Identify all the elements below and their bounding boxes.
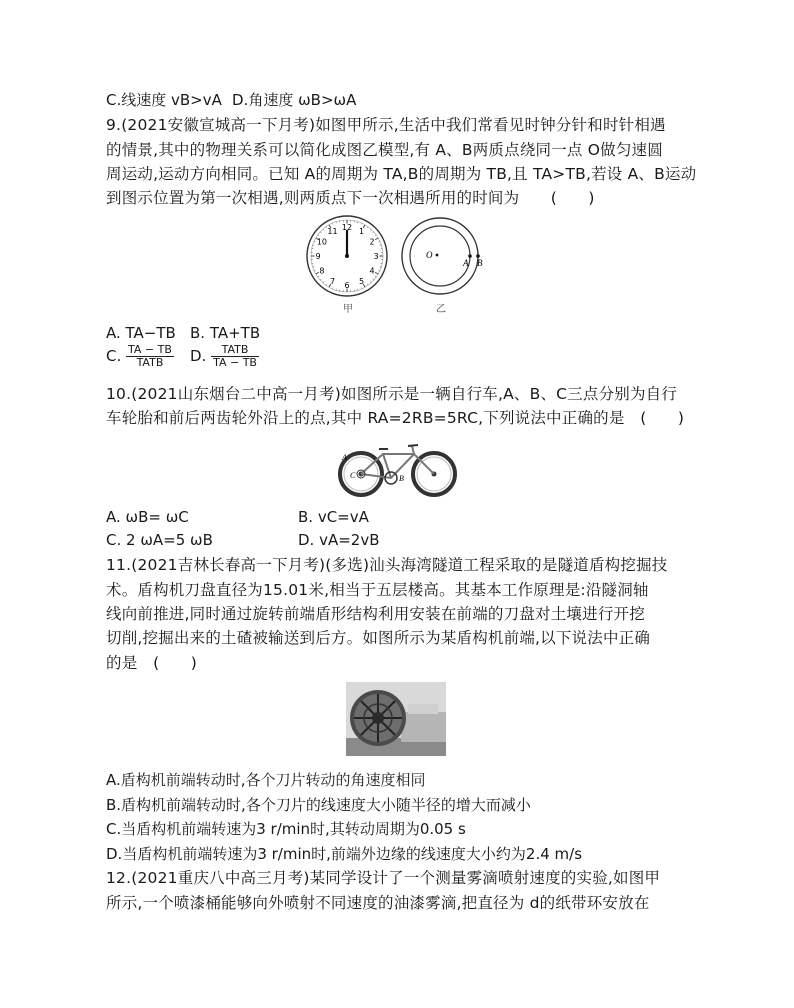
clock-tick xyxy=(318,276,319,277)
label-C: C xyxy=(350,471,356,480)
orbit-diagram xyxy=(402,218,483,294)
q9-line-3: 周运动,运动方向相同。已知 A的周期为 TA,B的周期为 TB,且 TA>TB,若设 A、B运动 xyxy=(106,165,697,183)
q12-line-2: 所示,一个喷漆桶能够向外喷射不同速度的油漆雾滴,把直径为 d的纸带环安放在 xyxy=(106,894,650,912)
clock-tick xyxy=(314,270,315,271)
clock-tick xyxy=(332,223,333,224)
clock-number: 1 xyxy=(358,226,365,236)
clock-number: 12 xyxy=(341,223,353,232)
clock-tick xyxy=(375,235,376,236)
q9-figure xyxy=(300,212,500,318)
q9-line-4: 到图示位置为第一次相遇,则两质点下一次相遇所用的时间为 ( ) xyxy=(106,189,595,207)
clock-tick xyxy=(373,279,374,280)
option-c-linear-speed: C.线速度 vB>vA xyxy=(106,91,222,109)
clock-tick xyxy=(332,288,333,289)
clock-tick xyxy=(370,282,371,283)
q9-option-d-fraction xyxy=(211,344,259,369)
label-O: O xyxy=(426,250,433,260)
q10-option-a: A. ωB= ωC xyxy=(106,508,189,526)
q11-line-1: 11.(2021吉林长春高一下月考)(多选)汕头海湾隧道工程采取的是隧道盾构挖掘技 xyxy=(106,556,668,574)
clock-number: 5 xyxy=(358,277,365,287)
clock-tick xyxy=(370,229,371,230)
shield-machine-photo xyxy=(346,682,446,756)
clock-tick xyxy=(323,282,324,283)
q11-line-4: 切削,挖掘出来的土碴被输送到后方。如图所示为某盾构机前端,以下说法中正确 xyxy=(106,629,651,647)
clock-tick xyxy=(320,232,321,233)
clock-tick xyxy=(326,284,327,285)
clock-tick xyxy=(323,229,324,230)
q9-option-c xyxy=(106,344,174,369)
clock-tick xyxy=(318,235,319,236)
q10-option-d: D. vA=2vB xyxy=(298,531,380,549)
option-d-angular-speed: D.角速度 ωB>ωA xyxy=(232,91,357,109)
clock-tick xyxy=(361,288,362,289)
clock-number: 2 xyxy=(369,237,375,247)
q11-line-5: 的是 ( ) xyxy=(106,654,197,672)
q9-option-d-prefix: D. xyxy=(190,347,207,365)
q11-option-a: A.盾构机前端转动时,各个刀片转动的角速度相同 xyxy=(106,771,426,789)
q11-option-d: D.当盾构机前端转速为3 r/min时,前端外边缘的线速度大小约为2.4 m/s xyxy=(106,845,583,863)
q11-option-b: B.盾构机前端转动时,各个刀片的线速度大小随半径的增大而减小 xyxy=(106,796,531,814)
clock-tick xyxy=(367,227,368,228)
clock-number: 3 xyxy=(373,252,379,261)
q9-option-c-fraction xyxy=(126,344,174,369)
q11-line-3: 线向前推进,同时通过旋转前端盾形结构利用安装在前端的刀盘对土壤进行开挖 xyxy=(106,605,645,623)
fraction-denominator: TA − TB xyxy=(213,356,257,369)
label-B: B xyxy=(399,474,404,483)
label-A: A xyxy=(342,453,347,462)
q11-option-c: C.当盾构机前端转速为3 r/min时,其转动周期为0.05 s xyxy=(106,820,466,838)
clock-number: 10 xyxy=(316,237,327,247)
q10-option-b: B. vC=vA xyxy=(298,508,369,526)
q10-line-1: 10.(2021山东烟台二中高一月考)如图所示是一辆自行车,A、B、C三点分别为自行 xyxy=(106,385,678,403)
clock-tick xyxy=(379,241,380,242)
q10-option-c: C. 2 ωA=5 ωB xyxy=(106,531,213,549)
label-A: A xyxy=(463,258,469,268)
clock-number: 9 xyxy=(315,252,321,261)
clock-tick xyxy=(375,238,378,240)
fraction-denominator: TATB xyxy=(136,356,164,369)
clock-tick xyxy=(379,270,380,271)
clock-number: 4 xyxy=(369,266,375,276)
clock-tick xyxy=(367,284,368,285)
q9-line-2: 的情景,其中的物理关系可以简化成图乙模型,有 A、B两质点绕同一点 O做匀速圆 xyxy=(106,141,663,159)
q9-option-d xyxy=(190,344,259,369)
clock-tick xyxy=(320,279,321,280)
fraction-numerator: TA − TB xyxy=(128,343,172,356)
q12-line-1: 12.(2021重庆八中高三月考)某同学设计了一个测量雾滴喷射速度的实验,如图甲 xyxy=(106,869,661,887)
fraction-numerator: TATB xyxy=(211,344,259,357)
q9-option-c-prefix: C. xyxy=(106,347,122,365)
caption-jia: 甲 xyxy=(343,304,353,315)
clock-number: 7 xyxy=(329,277,336,287)
q9-option-a: A. TA−TB xyxy=(106,324,176,342)
clock-tick xyxy=(361,223,362,224)
clock-number: 8 xyxy=(319,266,325,276)
clock-number: 6 xyxy=(344,281,350,290)
q9-option-b: B. TA+TB xyxy=(190,324,261,342)
bicycle-figure xyxy=(336,440,460,500)
q11-line-2: 术。盾构机刀盘直径为15.01米,相当于五层楼高。其基本工作原理是:沿隧洞轴 xyxy=(106,581,649,599)
clock-tick xyxy=(375,276,376,277)
q9-line-1: 9.(2021安徽宣城高一下月考)如图甲所示,生活中我们常看见时钟分针和时针相遇 xyxy=(106,116,666,134)
caption-yi: 乙 xyxy=(436,304,446,315)
clock-tick xyxy=(314,241,315,242)
clock-tick xyxy=(375,272,378,274)
clock-tick xyxy=(373,232,374,233)
q10-line-2: 车轮胎和前后两齿轮外沿上的点,其中 RA=2RB=5RC,下列说法中正确的是 ( ) xyxy=(106,409,685,427)
label-B: B xyxy=(477,258,483,268)
clock-number: 11 xyxy=(327,226,338,236)
